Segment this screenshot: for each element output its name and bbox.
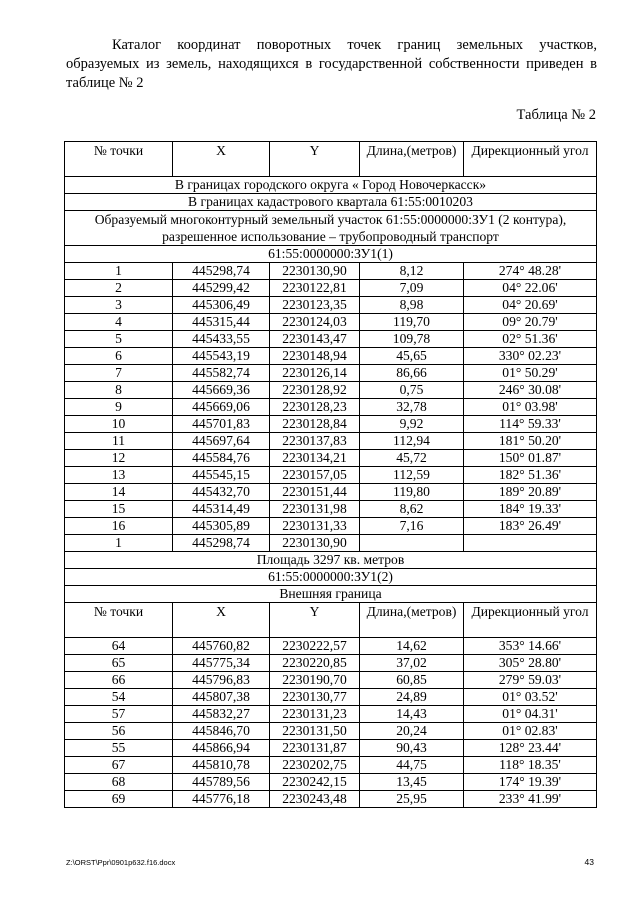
x-coordinate: 445545,15: [173, 467, 270, 484]
y-coordinate: 2230130,90: [270, 535, 360, 552]
section-row: [65, 552, 597, 569]
table-row: [65, 723, 597, 740]
x-coordinate: 445846,70: [173, 723, 270, 740]
y-coordinate: 2230222,57: [270, 638, 360, 655]
length: 32,78: [360, 399, 464, 416]
x-coordinate: 445796,83: [173, 672, 270, 689]
direction-angle: 246° 30.08': [464, 382, 597, 399]
table-row: [65, 331, 597, 348]
direction-angle: 182° 51.36': [464, 467, 597, 484]
length: 119,80: [360, 484, 464, 501]
header-length: Длина,(метров): [360, 603, 464, 638]
point-number: 9: [65, 399, 173, 416]
point-number: 67: [65, 757, 173, 774]
y-coordinate: 2230151,44: [270, 484, 360, 501]
table-row: [65, 433, 597, 450]
point-number: 7: [65, 365, 173, 382]
x-coordinate: 445315,44: [173, 314, 270, 331]
table-row: [65, 382, 597, 399]
direction-angle: 01° 04.31': [464, 706, 597, 723]
length: 7,16: [360, 518, 464, 535]
table-row: [65, 263, 597, 280]
table-row: [65, 535, 597, 552]
section-row: [65, 177, 597, 194]
direction-angle: 181° 50.20': [464, 433, 597, 450]
length: 37,02: [360, 655, 464, 672]
length: 90,43: [360, 740, 464, 757]
y-coordinate: 2230190,70: [270, 672, 360, 689]
point-number: 15: [65, 501, 173, 518]
point-number: 12: [65, 450, 173, 467]
point-number: 11: [65, 433, 173, 450]
length: 60,85: [360, 672, 464, 689]
header-point: № точки: [65, 603, 173, 638]
direction-angle: 305° 28.80': [464, 655, 597, 672]
point-number: 4: [65, 314, 173, 331]
length: 45,72: [360, 450, 464, 467]
point-number: 57: [65, 706, 173, 723]
direction-angle: 150° 01.87': [464, 450, 597, 467]
length: 8,98: [360, 297, 464, 314]
length: 8,62: [360, 501, 464, 518]
point-number: 56: [65, 723, 173, 740]
length: 14,62: [360, 638, 464, 655]
direction-angle: 01° 02.83': [464, 723, 597, 740]
y-coordinate: 2230157,05: [270, 467, 360, 484]
table-row: [65, 791, 597, 808]
x-coordinate: 445584,76: [173, 450, 270, 467]
length: [360, 535, 464, 552]
x-coordinate: 445789,56: [173, 774, 270, 791]
point-number: 10: [65, 416, 173, 433]
length: 20,24: [360, 723, 464, 740]
y-coordinate: 2230131,50: [270, 723, 360, 740]
table-row: [65, 672, 597, 689]
x-coordinate: 445433,55: [173, 331, 270, 348]
length: 0,75: [360, 382, 464, 399]
length: 13,45: [360, 774, 464, 791]
table-row: [65, 689, 597, 706]
section-outer: Внешняя граница: [65, 586, 597, 603]
intro-paragraph: [66, 36, 597, 93]
y-coordinate: 2230124,03: [270, 314, 360, 331]
point-number: 1: [65, 535, 173, 552]
table-row: [65, 467, 597, 484]
direction-angle: [464, 535, 597, 552]
section-row: [65, 586, 597, 603]
x-coordinate: 445760,82: [173, 638, 270, 655]
length: 109,78: [360, 331, 464, 348]
header-length: Длина,(метров): [360, 142, 464, 177]
y-coordinate: 2230148,94: [270, 348, 360, 365]
table-caption: Таблица № 2: [516, 107, 596, 123]
length: 7,09: [360, 280, 464, 297]
point-number: 1: [65, 263, 173, 280]
direction-angle: 01° 50.29': [464, 365, 597, 382]
point-number: 69: [65, 791, 173, 808]
page-number: 43: [584, 857, 594, 867]
point-number: 66: [65, 672, 173, 689]
length: 9,92: [360, 416, 464, 433]
y-coordinate: 2230220,85: [270, 655, 360, 672]
y-coordinate: 2230202,75: [270, 757, 360, 774]
point-number: 2: [65, 280, 173, 297]
y-coordinate: 2230131,98: [270, 501, 360, 518]
direction-angle: 279° 59.03': [464, 672, 597, 689]
y-coordinate: 2230242,15: [270, 774, 360, 791]
x-coordinate: 445807,38: [173, 689, 270, 706]
direction-angle: 189° 20.89': [464, 484, 597, 501]
section-quarter: В границах кадастрового квартала 61:55:0010203: [65, 194, 597, 211]
y-coordinate: 2230134,21: [270, 450, 360, 467]
section-row: [65, 194, 597, 211]
length: 119,70: [360, 314, 464, 331]
x-coordinate: 445432,70: [173, 484, 270, 501]
x-coordinate: 445776,18: [173, 791, 270, 808]
y-coordinate: 2230243,48: [270, 791, 360, 808]
section-contour1: 61:55:0000000:ЗУ1(1): [65, 246, 597, 263]
table-row: [65, 501, 597, 518]
table-row: [65, 399, 597, 416]
section-row: [65, 211, 597, 246]
point-number: 64: [65, 638, 173, 655]
x-coordinate: 445810,78: [173, 757, 270, 774]
header-x: X: [173, 142, 270, 177]
direction-angle: 184° 19.33': [464, 501, 597, 518]
direction-angle: 353° 14.66': [464, 638, 597, 655]
table-row: [65, 297, 597, 314]
x-coordinate: 445299,42: [173, 280, 270, 297]
x-coordinate: 445701,83: [173, 416, 270, 433]
y-coordinate: 2230123,35: [270, 297, 360, 314]
length: 112,59: [360, 467, 464, 484]
intro-text: Каталог координат поворотных точек границ земельных участков, образуемых из земель, находящихся в государственной собственности приведен в таблице № 2: [66, 37, 597, 91]
table-row: [65, 655, 597, 672]
y-coordinate: 2230128,92: [270, 382, 360, 399]
y-coordinate: 2230128,84: [270, 416, 360, 433]
section-city: В границах городского округа « Город Новочеркасск»: [65, 177, 597, 194]
x-coordinate: 445697,64: [173, 433, 270, 450]
table-row: [65, 518, 597, 535]
point-number: 8: [65, 382, 173, 399]
length: 25,95: [360, 791, 464, 808]
direction-angle: 01° 03.52': [464, 689, 597, 706]
table-row: [65, 348, 597, 365]
length: 14,43: [360, 706, 464, 723]
footer-file-path: Z:\ORST\Ppr\0901p632.f16.docx: [66, 858, 176, 867]
direction-angle: 04° 20.69': [464, 297, 597, 314]
header-y: Y: [270, 603, 360, 638]
table-row: [65, 484, 597, 501]
x-coordinate: 445832,27: [173, 706, 270, 723]
y-coordinate: 2230131,87: [270, 740, 360, 757]
point-number: 5: [65, 331, 173, 348]
x-coordinate: 445305,89: [173, 518, 270, 535]
y-coordinate: 2230137,83: [270, 433, 360, 450]
header-row-repeat: [65, 603, 597, 638]
length: 44,75: [360, 757, 464, 774]
x-coordinate: 445866,94: [173, 740, 270, 757]
direction-angle: 114° 59.33': [464, 416, 597, 433]
direction-angle: 330° 02.23': [464, 348, 597, 365]
section-area: Площадь 3297 кв. метров: [65, 552, 597, 569]
header-y: Y: [270, 142, 360, 177]
x-coordinate: 445669,36: [173, 382, 270, 399]
table-row: [65, 706, 597, 723]
direction-angle: 274° 48.28': [464, 263, 597, 280]
direction-angle: 09° 20.79': [464, 314, 597, 331]
x-coordinate: 445669,06: [173, 399, 270, 416]
y-coordinate: 2230131,33: [270, 518, 360, 535]
y-coordinate: 2230130,77: [270, 689, 360, 706]
length: 112,94: [360, 433, 464, 450]
length: 24,89: [360, 689, 464, 706]
point-number: 68: [65, 774, 173, 791]
point-number: 3: [65, 297, 173, 314]
x-coordinate: 445298,74: [173, 263, 270, 280]
table-row: [65, 638, 597, 655]
length: 8,12: [360, 263, 464, 280]
direction-angle: 02° 51.36': [464, 331, 597, 348]
direction-angle: 118° 18.35': [464, 757, 597, 774]
table-row: [65, 365, 597, 382]
point-number: 6: [65, 348, 173, 365]
x-coordinate: 445775,34: [173, 655, 270, 672]
x-coordinate: 445314,49: [173, 501, 270, 518]
y-coordinate: 2230128,23: [270, 399, 360, 416]
y-coordinate: 2230143,47: [270, 331, 360, 348]
y-coordinate: 2230126,14: [270, 365, 360, 382]
direction-angle: 174° 19.39': [464, 774, 597, 791]
table-row: [65, 314, 597, 331]
table-row: [65, 774, 597, 791]
length: 45,65: [360, 348, 464, 365]
y-coordinate: 2230130,90: [270, 263, 360, 280]
header-angle: Дирекционный угол: [464, 603, 597, 638]
table-row: [65, 450, 597, 467]
direction-angle: 233° 41.99': [464, 791, 597, 808]
point-number: 14: [65, 484, 173, 501]
point-number: 54: [65, 689, 173, 706]
point-number: 55: [65, 740, 173, 757]
direction-angle: 183° 26.49': [464, 518, 597, 535]
direction-angle: 128° 23.44': [464, 740, 597, 757]
table-row: [65, 416, 597, 433]
table-row: [65, 280, 597, 297]
point-number: 65: [65, 655, 173, 672]
section-row: [65, 569, 597, 586]
y-coordinate: 2230122,81: [270, 280, 360, 297]
header-row: [65, 142, 597, 177]
x-coordinate: 445306,49: [173, 297, 270, 314]
section-contour2: 61:55:0000000:ЗУ1(2): [65, 569, 597, 586]
y-coordinate: 2230131,23: [270, 706, 360, 723]
length: 86,66: [360, 365, 464, 382]
x-coordinate: 445298,74: [173, 535, 270, 552]
direction-angle: 04° 22.06': [464, 280, 597, 297]
header-x: X: [173, 603, 270, 638]
header-point: № точки: [65, 142, 173, 177]
direction-angle: 01° 03.98': [464, 399, 597, 416]
point-number: 13: [65, 467, 173, 484]
x-coordinate: 445582,74: [173, 365, 270, 382]
coordinates-table: [64, 141, 597, 808]
table-row: [65, 740, 597, 757]
point-number: 16: [65, 518, 173, 535]
section-parcel: Образуемый многоконтурный земельный участок 61:55:0000000:ЗУ1 (2 контура), разрешенное использование – трубопроводный транспорт: [65, 211, 597, 246]
table-row: [65, 757, 597, 774]
header-angle: Дирекционный угол: [464, 142, 597, 177]
x-coordinate: 445543,19: [173, 348, 270, 365]
section-row: [65, 246, 597, 263]
